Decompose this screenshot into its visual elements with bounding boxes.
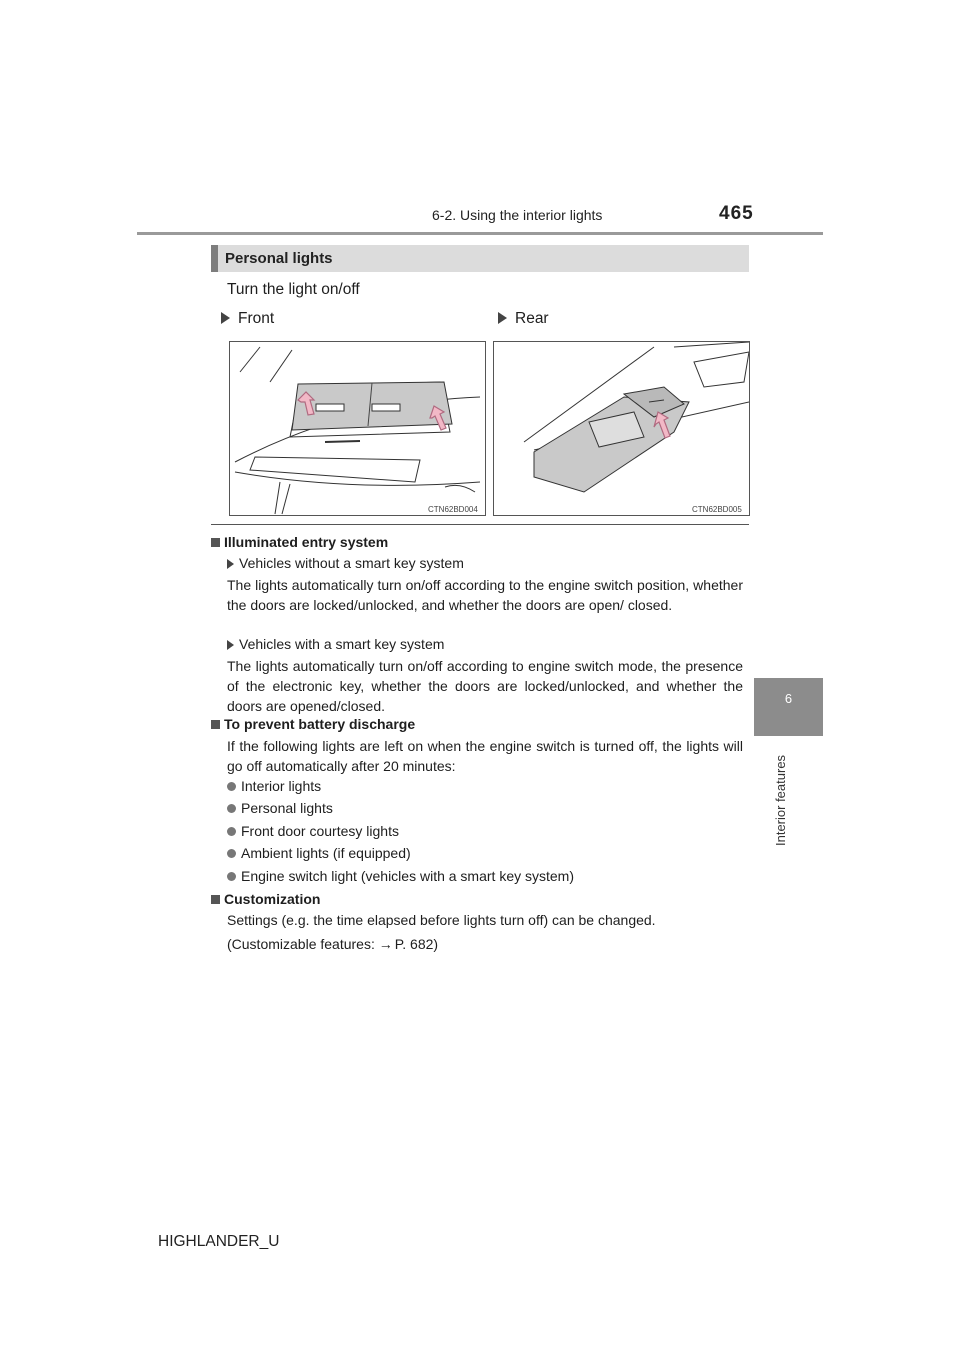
square-bullet-icon bbox=[211, 538, 220, 547]
text-battery: If the following lights are left on when the engine switch is turned off, the lights will go off automatically after 20 minutes: bbox=[227, 738, 743, 774]
section-heading-marker bbox=[211, 245, 218, 272]
figure-rear-id: CTN62BD005 bbox=[692, 505, 742, 514]
header-section-title: 6-2. Using the interior lights bbox=[432, 207, 603, 223]
square-bullet-icon bbox=[211, 895, 220, 904]
figure-bottom-rule bbox=[211, 524, 749, 525]
circle-bullet-icon bbox=[227, 849, 236, 858]
chapter-tab-number: 6 bbox=[784, 691, 793, 706]
list-item: Ambient lights (if equipped) bbox=[227, 843, 411, 863]
note-heading-customization: Customization bbox=[211, 889, 320, 909]
square-bullet-icon bbox=[211, 720, 220, 729]
cross-reference-arrow-icon: → bbox=[378, 936, 393, 952]
note-heading-illuminated-entry: Illuminated entry system bbox=[211, 532, 388, 552]
customization-features-ref: (Customizable features: → P. 682) bbox=[227, 936, 439, 952]
figure-front bbox=[229, 341, 486, 516]
header-rule bbox=[137, 232, 823, 235]
page-number: 465 bbox=[719, 203, 754, 224]
condition-without-smart-key: Vehicles without a smart key system bbox=[227, 553, 464, 573]
footer-model-code: HIGHLANDER_U bbox=[158, 1233, 280, 1250]
chapter-tab-label: Interior features bbox=[773, 754, 788, 846]
triangle-bullet-icon bbox=[227, 559, 234, 569]
circle-bullet-icon bbox=[227, 804, 236, 813]
condition-with-smart-key: Vehicles with a smart key system bbox=[227, 634, 444, 654]
figure-label-front: Front bbox=[221, 310, 274, 328]
front-personal-lights-illustration bbox=[230, 342, 485, 515]
circle-bullet-icon bbox=[227, 872, 236, 881]
chapter-tab-label-box bbox=[770, 742, 790, 852]
section-intro: Turn the light on/off bbox=[227, 281, 360, 298]
circle-bullet-icon bbox=[227, 782, 236, 791]
rear-personal-lights-illustration bbox=[494, 342, 749, 515]
triangle-bullet-icon bbox=[221, 312, 230, 324]
section-title: Personal lights bbox=[225, 250, 333, 267]
text-with-smart-key: The lights automatically turn on/off according to engine switch mode, the presence of the electronic key, whether the doors are locked/unlocked, and whether the doors are opened/closed. bbox=[227, 658, 743, 714]
chapter-tab bbox=[754, 678, 823, 736]
figure-front-id: CTN62BD004 bbox=[428, 505, 478, 514]
list-item: Interior lights bbox=[227, 776, 321, 796]
figure-rear bbox=[493, 341, 750, 516]
text-customization: Settings (e.g. the time elapsed before lights turn off) can be changed. bbox=[227, 912, 656, 928]
text-without-smart-key: The lights automatically turn on/off according to the engine switch position, whether the doors are locked/unlocked, and whether the doors are open/ closed. bbox=[227, 577, 743, 613]
figure-label-rear: Rear bbox=[498, 310, 549, 328]
list-item: Engine switch light (vehicles with a smart key system) bbox=[227, 866, 574, 886]
list-item: Front door courtesy lights bbox=[227, 821, 399, 841]
list-item: Personal lights bbox=[227, 798, 333, 818]
triangle-bullet-icon bbox=[227, 640, 234, 650]
circle-bullet-icon bbox=[227, 827, 236, 836]
triangle-bullet-icon bbox=[498, 312, 507, 324]
page-reference-link[interactable]: P. 682) bbox=[394, 936, 439, 952]
note-heading-battery: To prevent battery discharge bbox=[211, 714, 415, 734]
